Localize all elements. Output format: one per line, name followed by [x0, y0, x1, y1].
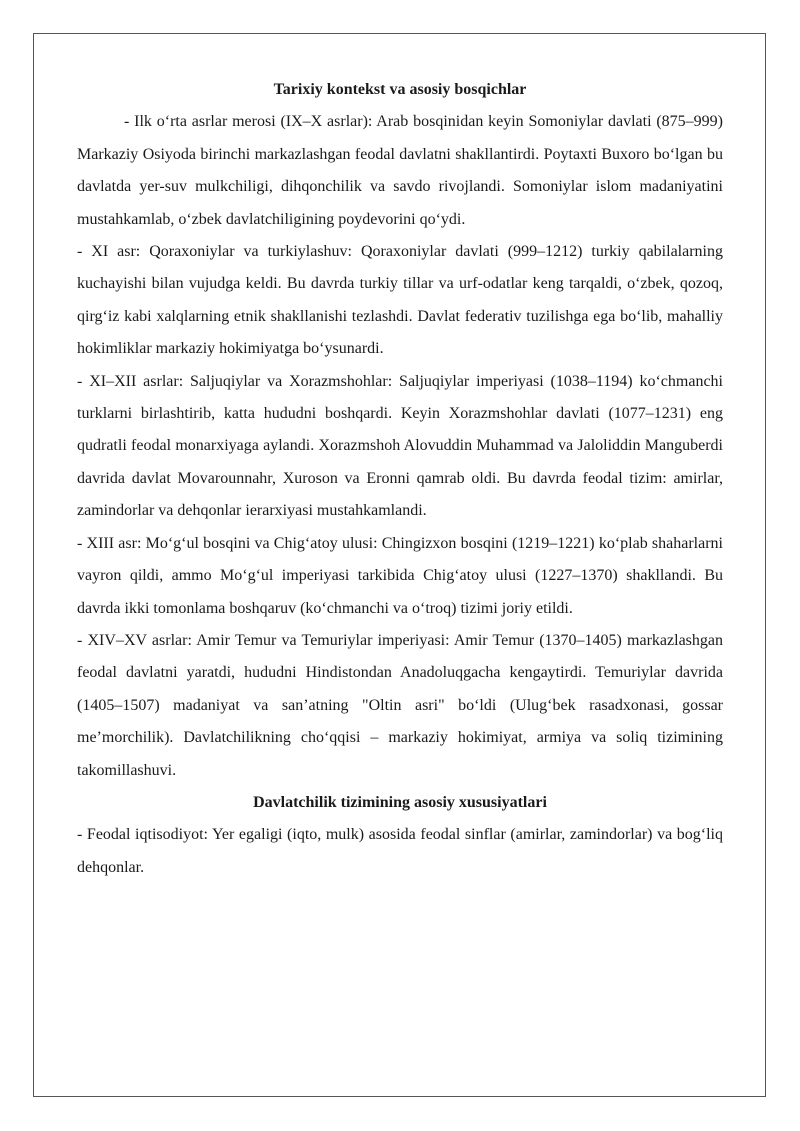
paragraph-seljuks-khwarazmshahs: - XI–XII asrlar: Saljuqiylar va Xorazmshohlar: Saljuqiylar imperiyasi (1038–1194) ko‘chmanchi turklarni birlashtirib, katta hududni boshqardi. Keyin Xorazmshohlar davlati (1077–1231) eng qudratli feodal monarxiyaga aylandi. Xorazmshoh Alovuddin Muhammad va Jaloliddin Manguberdi davrida davlat Movarounnahr, Xuroson va Eronni qamrab oldi. Bu davrda feodal tizim: amirlar, zamindorlar va dehqonlar ierarxiyasi mustahkamlandi.: [77, 372, 723, 520]
paragraph-mongol-invasion: - XIII asr: Mo‘g‘ul bosqini va Chig‘atoy ulusi: Chingizxon bosqini (1219–1221) ko‘plab shaharlarni vayron qildi, ammo Mo‘g‘ul imperiyasi tarkibida Chig‘atoy ulusi (1227–1370) shakllandi. Bu davrda ikki tomonlama boshqaruv (ko‘chmanchi va o‘troq) tizimi joriy etildi.: [77, 534, 723, 617]
section-heading-historical-context: Tarixiy kontekst va asosiy bosqichlar: [273, 81, 527, 98]
paragraph-early-middle-ages: - Ilk o‘rta asrlar merosi (IX–X asrlar): Arab bosqinidan keyin Somoniylar davlati (875–999) Markaziy Osiyoda birinchi markazlashgan feodal davlatni shakllantirdi. Poytaxti Buxoro bo‘lgan bu davlatda yer-suv mulkchiligi, dihqonchilik va savdo rivojlandi. Somoniylar islom madaniyatini mustahkamlab, o‘zbek davlatchiligining poydevorini qo‘ydi.: [77, 113, 723, 228]
paragraph-timurids: - XIV–XV asrlar: Amir Temur va Temuriylar imperiyasi: Amir Temur (1370–1405) markazlashgan feodal davlatni yaratdi, hududni Hindistondan Anadoluqgacha kengaytirdi. Temuriylar davrida (1405–1507) madaniyat va san’atning "Oltin asri" bo‘ldi (Ulug‘bek rasadxonasi, gossar me’morchilik). Davlatchilikning cho‘qqisi – markaziy hokimiyat, armiya va soliq tizimining takomillashuvi.: [77, 631, 723, 779]
paragraph-feudal-economy: - Feodal iqtisodiyot: Yer egaligi (iqto, mulk) asosida feodal sinflar (amirlar, zamindorlar) va bog‘liq dehqonlar.: [77, 826, 723, 876]
document-body: [77, 74, 723, 884]
section-heading-statehood-features: Davlatchilik tizimining asosiy xususiyatlari: [253, 793, 547, 811]
paragraph-qarakhanids: - XI asr: Qoraxoniylar va turkiylashuv: Qoraxoniylar davlati (999–1212) turkiy qabilalarning kuchayishi bilan vujudga keldi. Bu davrda turkiy tillar va urf-odatlar keng tarqaldi, o‘zbek, qozoq, qirg‘iz kabi xalqlarning etnik shakllanishi tezlashdi. Davlat federativ tuzilishga ega bo‘lib, mahalliy hokimliklar markaziy hokimiyatga bo‘ysunardi.: [77, 243, 723, 358]
